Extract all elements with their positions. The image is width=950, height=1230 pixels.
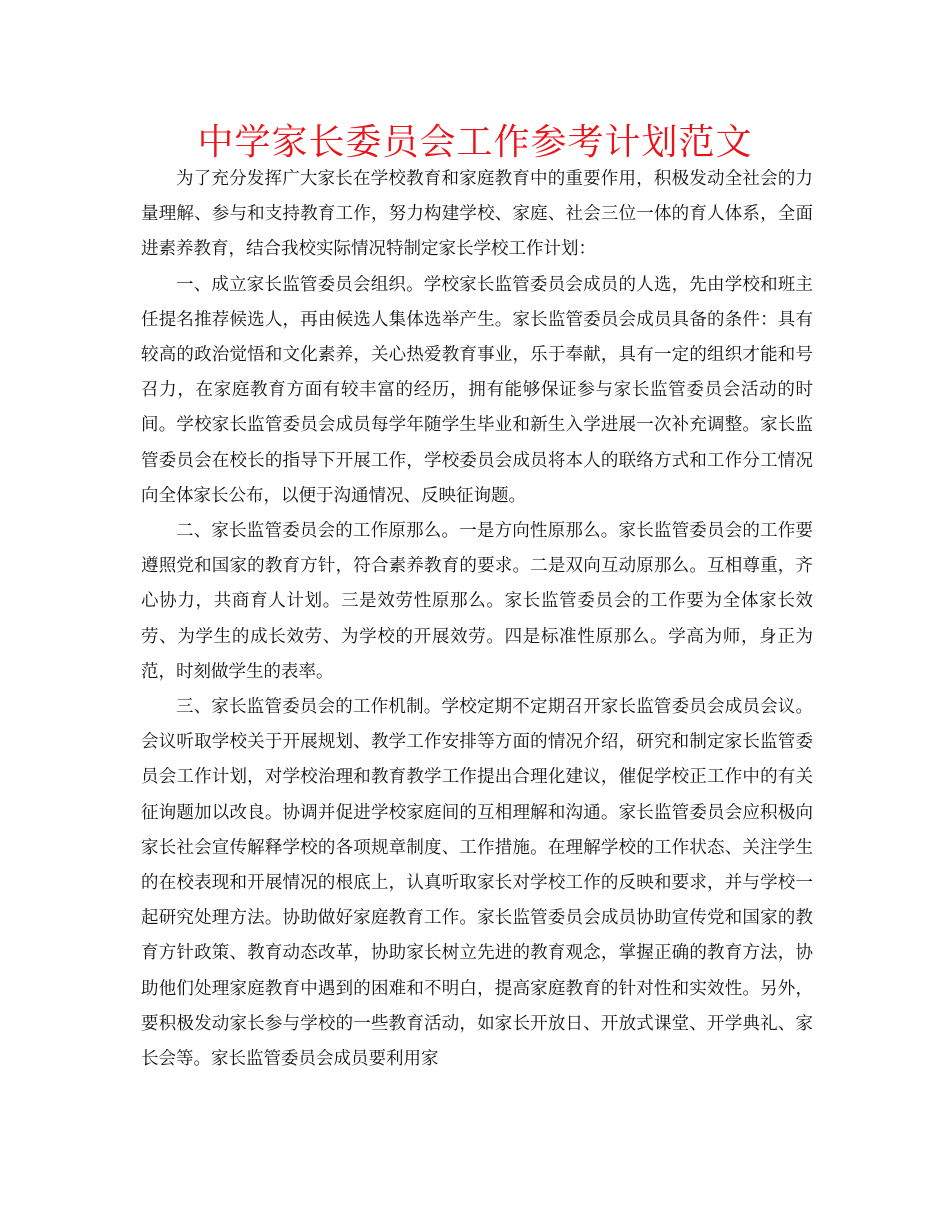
paragraph-section-3: 三、家长监管委员会的工作机制。学校定期不定期召开家长监管委员会成员会议。会议听取学校关于开展规划、教学工作安排等方面的情况介绍，研究和制定家长监管委员会工作计划，对学校治理和教育教学工作提出合理化建议，催促学校正工作中的有关征询题加以改良。协调并促进学校家庭间的互相理解和沟通。家长监管委员会应积极向家长社会宣传解释学校的各项规章制度、工作措施。在理解学校的工作状态、关注学生的在校表现和开展情况的根底上，认真听取家长对学校工作的反映和要求，并与学校一起研究处理方法。协助做好家庭教育工作。家长监管委员会成员协助宣传党和国家的教育方针政策、教育动态改革，协助家长树立先进的教育观念，掌握正确的教育方法，协助他们处理家庭教育中遇到的困难和不明白，提高家庭教育的针对性和实效性。另外，要积极发动家长参与学校的一些教育活动，如家长开放日、开放式课堂、开学典礼、家长会等。家长监管委员会成员要利用家 <box>141 697 813 1070</box>
paragraph-intro: 为了充分发挥广大家长在学校教育和家庭教育中的重要作用，积极发动全社会的力量理解、参与和支持教育工作，努力构建学校、家庭、社会三位一体的育人体系，全面进素养教育，结合我校实际情况特制定家长学校工作计划： <box>141 169 813 260</box>
paragraph-section-2: 二、家长监管委员会的工作原那么。一是方向性原那么。家长监管委员会的工作要遵照党和国家的教育方针，符合素养教育的要求。二是双向互动原那么。互相尊重，齐心协力，共商育人计划。三是效劳性原那么。家长监管委员会的工作要为全体家长效劳、为学生的成长效劳、为学校的开展效劳。四是标准性原那么。学高为师，身正为范，时刻做学生的表率。 <box>141 521 813 682</box>
document-title: 中学家长委员会工作参考计划范文 <box>197 122 753 163</box>
document-body <box>141 162 813 1077</box>
paragraph-section-1: 一、成立家长监管委员会组织。学校家长监管委员会成员的人选，先由学校和班主任提名推荐候选人，再由候选人集体选举产生。家长监管委员会成员具备的条件：具有较高的政治觉悟和文化素养，关心热爱教育事业，乐于奉献，具有一定的组织才能和号召力，在家庭教育方面有较丰富的经历，拥有能够保证参与家长监管委员会活动的时间。学校家长监管委员会成员每学年随学生毕业和新生入学进展一次补充调整。家长监管委员会在校长的指导下开展工作，学校委员会成员将本人的联络方式和工作分工情况向全体家长公布，以便于沟通情况、反映征询题。 <box>141 274 813 506</box>
